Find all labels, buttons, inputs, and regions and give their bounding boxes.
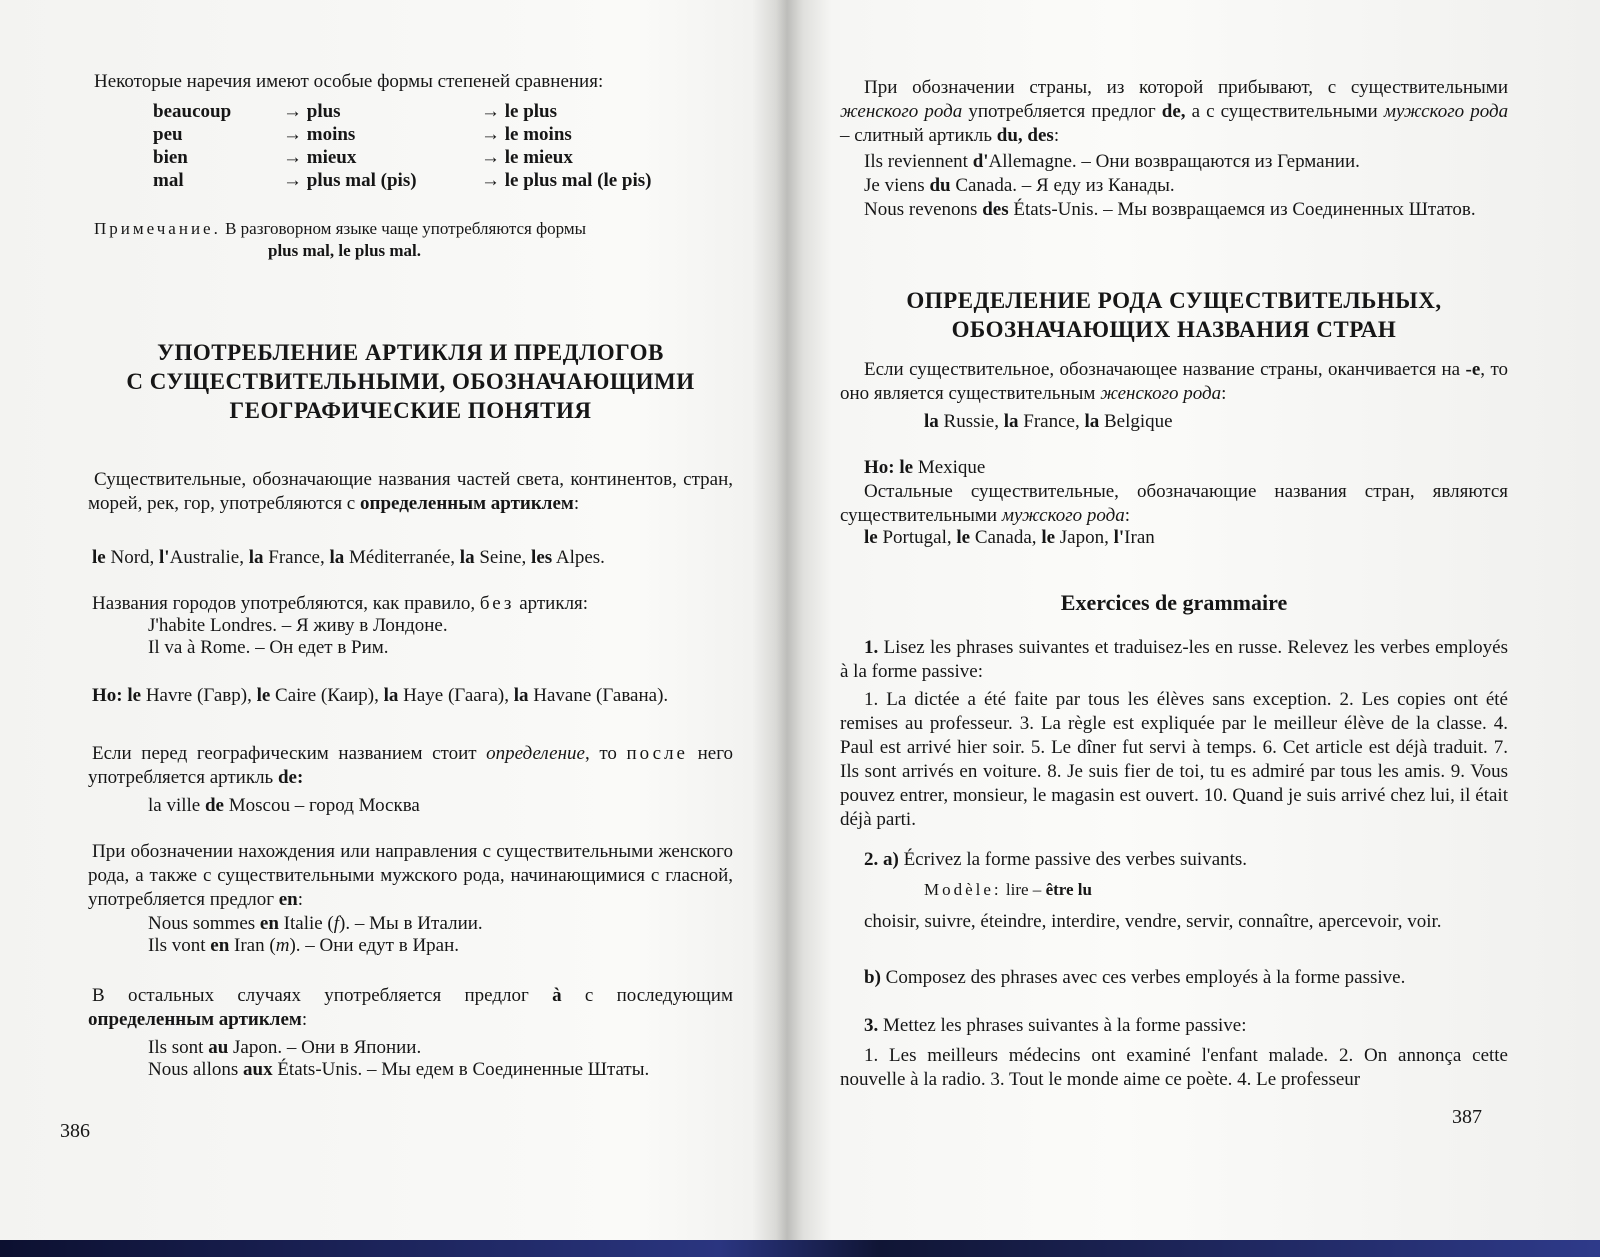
paragraph-masculine: Остальные существительные, обозначающие названия стран, являются существительными мужского рода: bbox=[840, 481, 1508, 526]
paragraph-feminine: Если существительное, обозначающее название страны, оканчивается на -e, то оно является существительным женского рода: bbox=[840, 359, 1508, 404]
exercises-title: Exercices de grammaire bbox=[1060, 590, 1288, 615]
exercise-3-text: 1. Les meilleurs médecins ont examiné l'enfant malade. 2. On annonça cette nouvelle à la radio. 3. Tout le monde aime ce poète. 4. Le professeur bbox=[840, 1045, 1508, 1090]
left-page bbox=[60, 0, 734, 1240]
page-number: 387 bbox=[1452, 1106, 1482, 1128]
paragraph-exceptions: Но: le Havre (Гавр), le Caire (Каир), la Haye (Гаага), la Havane (Гавана). bbox=[92, 685, 669, 706]
example-aux: Nous allons aux États-Unis. – Мы едем в Соединенные Штаты. bbox=[148, 1059, 650, 1080]
exercise-2a-task: 2. a) Écrivez la forme passive des verbes suivants. bbox=[864, 849, 1248, 870]
paragraph-en: При обозначении нахождения или направления с существительными женского рода, а также с существительными мужского рода, начинающимися с гласной, употребляется предлог en: bbox=[88, 841, 733, 910]
section-heading: ОПРЕДЕЛЕНИЕ РОДА СУЩЕСТВИТЕЛЬНЫХ, ОБОЗНАЧАЮЩИХ НАЗВАНИЯ СТРАН bbox=[906, 288, 1442, 342]
adverbs-table bbox=[153, 100, 651, 192]
exercise-1-task: 1. Lisez les phrases suivantes et traduisez-les en russe. Relevez les verbes employés à la forme passive: bbox=[840, 637, 1508, 682]
background-strip bbox=[0, 1240, 1600, 1257]
example-au: Ils sont au Japon. – Они в Японии. bbox=[148, 1037, 422, 1058]
right-page bbox=[840, 0, 1508, 1240]
example-origin: Ils reviennent d'Allemagne. – Они возвращаются из Германии. bbox=[864, 151, 1360, 172]
exercise-1-text: 1. La dictée a été faite par tous les élèves sans exception. 2. Les copies ont été remises au professeur. 3. La règle est expliquée par le meilleur élève de la classe. 4. Paul est arrivé hier soir. 5. Le dîner fut servi à temps. 6. Cet article est déjà traduit. 7. Ils sont arrivés en voiture. 8. Je suis fier de toi, tu es admiré par tous les amis. 9. Vous pouvez entrer, monsieur, le magasin est ouvert. 10. Quand je suis arrivé chez lui, il était déjà parti. bbox=[840, 689, 1508, 830]
paragraph-continents: Существительные, обозначающие названия частей света, континентов, стран, морей, рек, гор, употребляются с определенным артиклем: bbox=[88, 469, 733, 514]
example-exception: Но: le Mexique bbox=[864, 457, 986, 478]
example-en: Nous sommes en Italie (f). – Мы в Италии. bbox=[148, 913, 483, 934]
exercise-2b-task: b) Composez des phrases avec ces verbes employés à la forme passive. bbox=[864, 967, 1406, 988]
adverb-row: peu → moins → le moins bbox=[153, 124, 572, 145]
adverb-row: bien → mieux → le mieux bbox=[153, 147, 573, 168]
example-moscow: la ville de Moscou – город Москва bbox=[148, 795, 420, 816]
paragraph-definition: Если перед географическим названием стоит определение, то после него употребляется артикль de: bbox=[88, 743, 734, 788]
exercise-3-task: 3. Mettez les phrases suivantes à la forme passive: bbox=[864, 1015, 1247, 1036]
example-continents: le Nord, l'Australie, la France, la Méditerranée, la Seine, les Alpes. bbox=[92, 547, 605, 568]
page-number: 386 bbox=[60, 1120, 90, 1142]
paragraph-origin: При обозначении страны, из которой прибывают, с существительными женского рода употребляется предлог de, а с существительными мужского рода – слитный артикль du, des: bbox=[840, 77, 1509, 146]
section-heading: УПОТРЕБЛЕНИЕ АРТИКЛЯ И ПРЕДЛОГОВ С СУЩЕСТВИТЕЛЬНЫМИ, ОБОЗНАЧАЮЩИМИ ГЕОГРАФИЧЕСКИЕ ПОНЯТИЯ bbox=[126, 340, 695, 423]
example-origin: Je viens du Canada. – Я еду из Канады. bbox=[864, 175, 1175, 196]
paragraph-cities: Названия городов употребляются, как правило, без артикля: bbox=[92, 593, 589, 614]
paragraph-a: В остальных случаях употребляется предлог à с последующим определенным артиклем: bbox=[88, 985, 733, 1030]
example-city: J'habite Londres. – Я живу в Лондоне. bbox=[148, 615, 448, 636]
example-feminine: la Russie, la France, la Belgique bbox=[924, 411, 1173, 432]
exercise-2a-words: choisir, suivre, éteindre, interdire, vendre, servir, connaître, apercevoir, voir. bbox=[864, 911, 1442, 932]
example-en: Ils vont en Iran (m). – Они едут в Иран. bbox=[148, 935, 460, 956]
adverb-row: mal → plus mal (pis) → le plus mal (le pis) bbox=[153, 170, 652, 191]
adverb-row: beaucoup → plus → le plus bbox=[153, 101, 558, 122]
note: Примечание. В разговорном языке чаще употребляются формы plus mal, le plus mal. bbox=[94, 219, 587, 260]
example-city: Il va à Rome. – Он едет в Рим. bbox=[148, 637, 389, 658]
example-masculine: le Portugal, le Canada, le Japon, l'Iran bbox=[864, 527, 1155, 548]
example-origin: Nous revenons des États-Unis. – Мы возвращаемся из Соединенных Штатов. bbox=[864, 199, 1476, 220]
exercise-model: Modèle: lire – être lu bbox=[924, 880, 1092, 899]
adverbs-intro: Некоторые наречия имеют особые формы степеней сравнения: bbox=[94, 71, 604, 92]
